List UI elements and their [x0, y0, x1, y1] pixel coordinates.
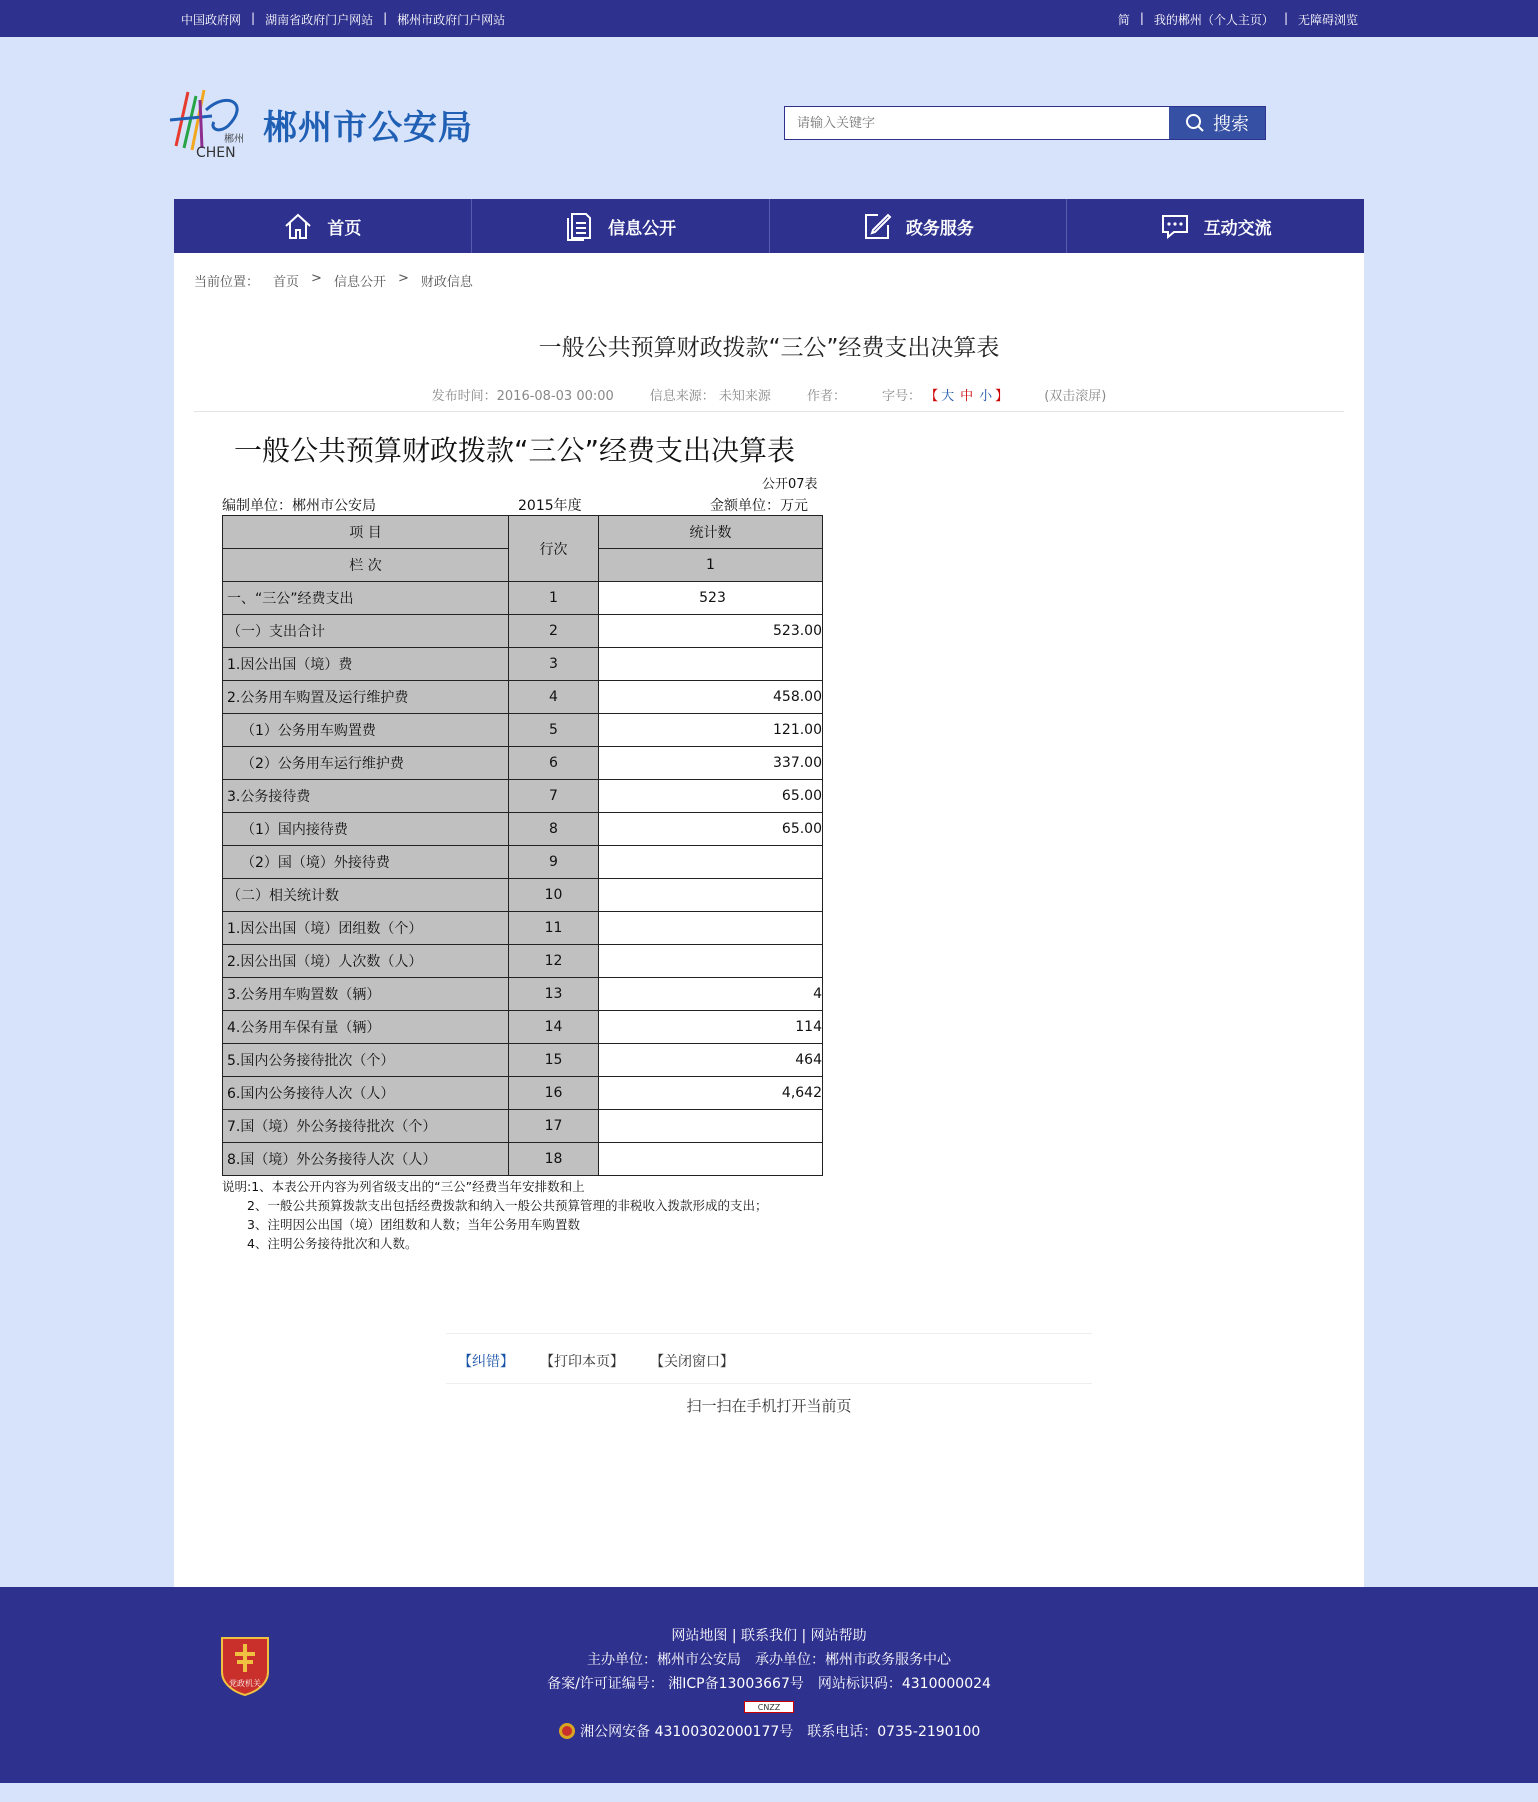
row-value: 458.00: [599, 681, 823, 714]
row-number: 1: [509, 582, 599, 615]
table-row: [223, 1077, 823, 1110]
row-value: [599, 1143, 823, 1176]
police-emblem-icon: [558, 1722, 576, 1740]
header-column: 栏 次: [223, 549, 509, 582]
row-number: 7: [509, 780, 599, 813]
publish-time: 发布时间：2016-08-03 00:00: [431, 389, 614, 404]
divider: [194, 411, 1344, 412]
divider: [446, 1333, 1092, 1334]
row-item: 7.国（境）外公务接待批次（个）: [223, 1110, 509, 1143]
row-item: 2.因公出国（境）人次数（人）: [223, 945, 509, 978]
row-value: 4,642: [599, 1077, 823, 1110]
table-row: [223, 615, 823, 648]
footer-cnzz: [0, 1698, 1538, 1714]
my-chenzhou-link[interactable]: 我的郴州（个人主页）: [1153, 13, 1274, 27]
row-number: 5: [509, 714, 599, 747]
close-window-link[interactable]: 【关闭窗口】: [650, 1354, 734, 1370]
top-links-right: [1118, 11, 1358, 28]
police-record-text: 湘公网安备 43100302000177号 联系电话：0735-2190100: [580, 1724, 981, 1740]
cnzz-stat-icon[interactable]: CNZZ: [744, 1701, 794, 1713]
bracket-close: 】: [995, 389, 1009, 404]
table-row: [223, 879, 823, 912]
table-row: [223, 747, 823, 780]
article-meta: [174, 385, 1364, 404]
row-number: 6: [509, 747, 599, 780]
breadcrumb-finance[interactable]: 财政信息: [420, 275, 473, 290]
doc-year: 2015年度: [518, 498, 582, 514]
row-value: 114: [599, 1011, 823, 1044]
breadcrumb: [194, 271, 473, 290]
row-item: 1.因公出国（境）费: [223, 648, 509, 681]
row-value: 523: [599, 582, 823, 615]
row-item: 6.国内公务接待人次（人）: [223, 1077, 509, 1110]
row-number: 9: [509, 846, 599, 879]
font-large-button[interactable]: 大: [941, 389, 955, 404]
row-item: （1）国内接待费: [223, 813, 509, 846]
table-row: [223, 1011, 823, 1044]
note-line: 3、注明因公出国（境）团组数和人数；当年公务用车购置数: [222, 1217, 580, 1232]
nav-item-home[interactable]: [174, 199, 472, 253]
bracket-open: 【: [925, 389, 939, 404]
top-link-gov[interactable]: 中国政府网: [181, 13, 242, 27]
row-value: 65.00: [599, 780, 823, 813]
footer: [0, 1587, 1538, 1783]
row-item: 4.公务用车保有量（辆）: [223, 1011, 509, 1044]
row-number: 16: [509, 1077, 599, 1110]
row-number: 15: [509, 1044, 599, 1077]
row-value: 4: [599, 978, 823, 1011]
top-links-left: [181, 11, 505, 28]
search-button[interactable]: [1169, 107, 1265, 139]
row-value: [599, 879, 823, 912]
row-number: 3: [509, 648, 599, 681]
row-number: 8: [509, 813, 599, 846]
font-medium-button[interactable]: 中: [960, 389, 974, 404]
report-error-link[interactable]: 【纠错】: [458, 1354, 514, 1370]
table-row: [223, 912, 823, 945]
print-page-link[interactable]: 【打印本页】: [540, 1354, 624, 1370]
breadcrumb-separator: >: [311, 271, 322, 286]
row-value: [599, 846, 823, 879]
separator: |: [1139, 11, 1144, 25]
nav-item-gov-services[interactable]: [770, 199, 1068, 253]
separator: |: [251, 11, 256, 25]
note-line: 说明:1、本表公开内容为列省级支出的“三公”经费当年安排数和上: [222, 1179, 585, 1194]
chat-icon: [1160, 211, 1190, 241]
row-item: （1）公务用车购置费: [223, 714, 509, 747]
header-stat: 统计数: [599, 516, 823, 549]
footer-icp[interactable]: 备案/许可证编号： 湘ICP备13003667号 网站标识码：4310000024: [547, 1676, 991, 1692]
table-row: [223, 714, 823, 747]
help-link[interactable]: 网站帮助: [810, 1628, 867, 1644]
row-number: 2: [509, 615, 599, 648]
font-size-control: [882, 385, 1008, 404]
row-item: 8.国（境）外公务接待人次（人）: [223, 1143, 509, 1176]
simplified-link[interactable]: 简: [1117, 13, 1130, 27]
row-number: 12: [509, 945, 599, 978]
table-row: [223, 1143, 823, 1176]
top-link-hunan[interactable]: 湖南省政府门户网站: [265, 13, 374, 27]
nav-item-interaction[interactable]: [1067, 199, 1364, 253]
main-nav: [174, 199, 1364, 253]
author: 作者：: [806, 389, 846, 404]
table-row: [223, 945, 823, 978]
row-item: （2）国（境）外接待费: [223, 846, 509, 879]
badge-text: 党政机关: [229, 1679, 261, 1688]
font-size-label: 字号：: [881, 389, 921, 404]
row-value: 523.00: [599, 615, 823, 648]
logo-text-bottom: CHEN: [196, 145, 236, 160]
top-bar: [0, 0, 1538, 37]
row-value: [599, 912, 823, 945]
font-small-button[interactable]: 小: [979, 389, 993, 404]
footer-links: 网站地图 | 联系我们 | 网站帮助: [671, 1628, 867, 1644]
footer-police-record[interactable]: [0, 1721, 1538, 1741]
row-number: 13: [509, 978, 599, 1011]
search-icon: [1185, 113, 1205, 133]
row-item: （二）相关统计数: [223, 879, 509, 912]
note-line: 4、注明公务接待批次和人数。: [222, 1236, 418, 1251]
document-icon: [564, 211, 594, 241]
doc-money-unit: 金额单位：万元: [710, 498, 808, 514]
row-item: 3.公务接待费: [223, 780, 509, 813]
top-link-chenzhou[interactable]: 郴州市政府门户网站: [397, 13, 506, 27]
search-button-label: 搜索: [1213, 114, 1249, 135]
article-title: 一般公共预算财政拨款“三公”经费支出决算表: [538, 335, 1000, 361]
row-number: 4: [509, 681, 599, 714]
row-item: （一）支出合计: [223, 615, 509, 648]
row-number: 10: [509, 879, 599, 912]
divider: [446, 1383, 1092, 1384]
search-box: [784, 106, 1266, 140]
accessibility-link[interactable]: 无障碍浏览: [1297, 13, 1358, 27]
row-number: 18: [509, 1143, 599, 1176]
header-row-no: 行次: [509, 516, 599, 582]
row-item: 5.国内公务接待批次（个）: [223, 1044, 509, 1077]
note-line: 2、一般公共预算拨款支出包括经费拨款和纳入一般公共预算管理的非税收入拨款形成的支出；: [222, 1198, 768, 1213]
edit-icon: [862, 211, 892, 241]
table-row: [223, 978, 823, 1011]
site-name: 郴州市公安局: [263, 108, 473, 148]
table-row: [223, 648, 823, 681]
article-actions: [458, 1351, 734, 1371]
row-number: 14: [509, 1011, 599, 1044]
row-number: 11: [509, 912, 599, 945]
qr-caption: 扫一扫在手机打开当前页: [686, 1397, 852, 1415]
doc-unit: 编制单位：郴州市公安局: [222, 498, 376, 514]
budget-table: [222, 515, 823, 1176]
table-row: [223, 1044, 823, 1077]
row-value: [599, 1110, 823, 1143]
info-source: 信息来源： 未知来源: [649, 389, 771, 404]
search-input[interactable]: [785, 107, 1169, 139]
row-value: 65.00: [599, 813, 823, 846]
sitemap-link[interactable]: 网站地图: [671, 1628, 728, 1644]
nav-label-info-disclosure: 信息公开: [608, 218, 677, 239]
table-notes: [222, 1177, 767, 1253]
table-row: [223, 780, 823, 813]
table-row: [223, 582, 823, 615]
table-row: [223, 681, 823, 714]
row-value: 337.00: [599, 747, 823, 780]
header-item: 项 目: [223, 516, 509, 549]
row-number: 17: [509, 1110, 599, 1143]
home-icon: [283, 211, 313, 241]
table-header-row: [223, 516, 823, 549]
nav-label-home: 首页: [327, 218, 362, 239]
breadcrumb-info[interactable]: 信息公开: [333, 275, 386, 290]
table-row: [223, 846, 823, 879]
separator: |: [1283, 11, 1288, 25]
table-row: [223, 1110, 823, 1143]
row-item: 2.公务用车购置及运行维护费: [223, 681, 509, 714]
breadcrumb-separator: >: [397, 271, 409, 286]
content-panel: [174, 253, 1364, 1587]
row-item: 一、“三公”经费支出: [223, 582, 509, 615]
table-row: [223, 813, 823, 846]
row-item: 3.公务用车购置数（辆）: [223, 978, 509, 1011]
doc-title: 一般公共预算财政拨款“三公”经费支出决算表: [234, 434, 796, 467]
logo-text-top: 郴州: [224, 134, 244, 145]
row-item: （2）公务用车运行维护费: [223, 747, 509, 780]
scroll-hint[interactable]: (双击滚屏): [1044, 389, 1107, 404]
row-value: [599, 648, 823, 681]
separator: |: [383, 11, 388, 25]
nav-item-info-disclosure[interactable]: [472, 199, 770, 253]
contact-link[interactable]: 联系我们: [741, 1628, 797, 1644]
nav-label-interaction: 互动交流: [1203, 218, 1272, 239]
row-item: 1.因公出国（境）团组数（个）: [223, 912, 509, 945]
breadcrumb-label: 当前位置：: [194, 275, 260, 290]
row-value: 464: [599, 1044, 823, 1077]
header-column-no: 1: [599, 549, 823, 582]
site-logo[interactable]: [166, 86, 250, 160]
doc-code: 公开07表: [762, 477, 818, 492]
nav-label-gov-services: 政务服务: [905, 218, 974, 239]
breadcrumb-home[interactable]: 首页: [273, 275, 300, 290]
footer-organizer: 主办单位：郴州市公安局 承办单位：郴州市政务服务中心: [587, 1652, 951, 1668]
row-value: [599, 945, 823, 978]
row-value: 121.00: [599, 714, 823, 747]
